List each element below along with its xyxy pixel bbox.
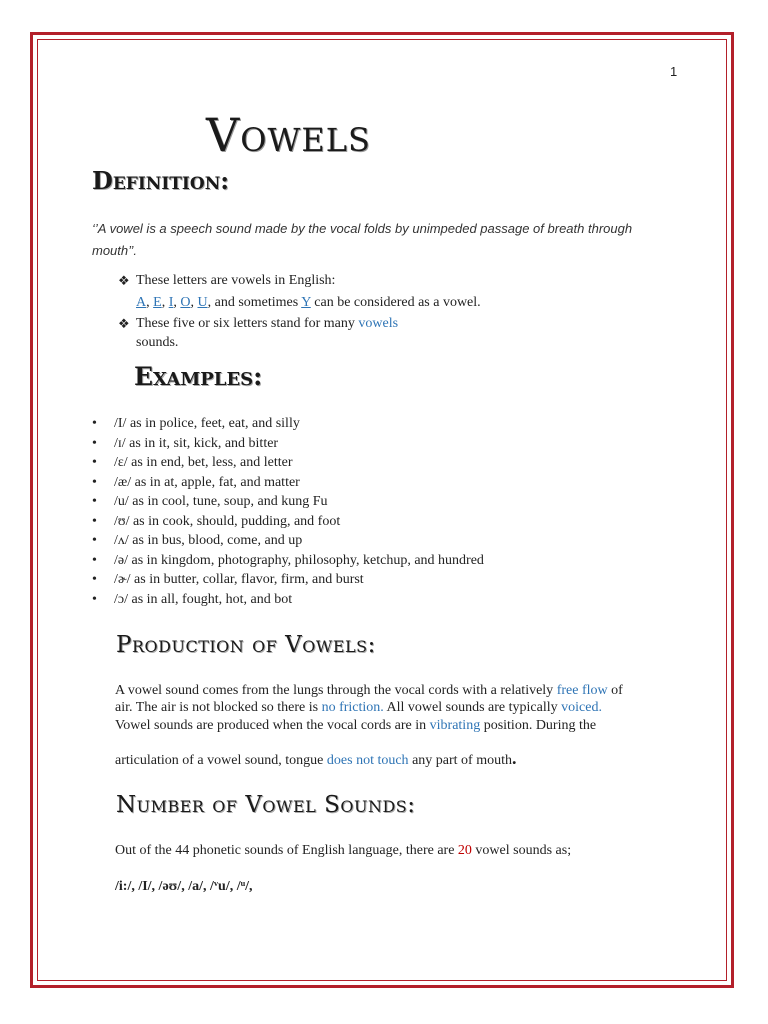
letter-link-u[interactable]: U [197,295,208,310]
bullet-icon: • [92,591,97,607]
vowels-link[interactable]: vowels [358,316,399,331]
examples-heading: Examples: [134,362,263,391]
list-item: • /I/ as in police, feet, eat, and silly [92,414,484,434]
production-line-2: air. The air is not blocked so there is no friction. All vowel sounds are typically voiced. [115,700,602,715]
bullet-icon: • [92,455,97,470]
bullet-icon: • [92,474,97,490]
definition-heading: Definition: [92,166,230,195]
vibrating-link[interactable]: vibrating [429,718,481,733]
bullet-icon: • [92,572,97,587]
number-heading: Number of Vowel Sounds: [116,792,416,818]
free-flow-link[interactable]: free flow [556,683,608,698]
number-line-1: Out of the 44 phonetic sounds of English language, there are 20 vowel sounds as; [115,843,572,858]
diamond-bullet-icon: ❖ [118,273,130,288]
list-item: • /ʌ/ as in bus, blood, come, and up [92,531,484,551]
page-number: 1 [670,64,678,79]
list-item: • /ʊ/ as in cook, should, pudding, and foot [92,512,484,532]
vowel-symbols: /i:/, /I/, /əʊ/, /a/, /ᵛu/, /ᵘ/, [115,879,253,894]
list-item: • /ɛ/ as in end, bet, less, and letter [92,453,484,473]
letter-link-a[interactable]: A [136,295,147,310]
bullet-vowels-line1: These five or six letters stand for many vowels [136,316,399,331]
production-heading: Production of Vowels: [116,632,376,658]
definition-quote: ‘’A vowel is a speech sound made by the vocal folds by unimpeded passage of breath through mouth’’. [92,221,633,258]
no-friction-link[interactable]: no friction. [321,700,384,715]
bullet-icon: • [92,552,97,568]
list-item: • /æ/ as in at, apple, fat, and matter [92,473,484,493]
voiced-link[interactable]: voiced. [561,700,602,715]
list-item: • /ə/ as in kingdom, photography, philosophy, ketchup, and hundred [92,551,484,571]
bullet-icon: • [92,435,97,451]
list-item: • /ɔ/ as in all, fought, hot, and bot [92,590,484,610]
bullet-icon: • [92,513,97,529]
production-line-1: A vowel sound comes from the lungs through the vocal cords with a relatively free flow of [115,683,623,698]
list-item: • /ɪ/ as in it, sit, kick, and bitter [92,434,484,454]
examples-list [92,414,484,609]
list-item: • /ɚ/ as in butter, collar, flavor, firm, and burst [92,570,484,590]
production-line-4: articulation of a vowel sound, tongue does not touch any part of mouth. [115,748,517,768]
list-item: • /u/ as in cool, tune, soup, and kung Fu [92,492,484,512]
letter-link-o[interactable]: O [180,295,191,310]
diamond-bullet-icon: ❖ [118,316,130,331]
bullet-vowels-line2: sounds. [136,335,179,350]
count-highlight: 20 [457,843,472,858]
bullet-letters-line2: A, E, I, O, U, and sometimes Y can be considered as a vowel. [136,295,481,310]
does-not-touch-link[interactable]: does not touch [326,753,409,768]
letter-link-y[interactable]: Y [301,295,311,310]
bullet-icon: • [92,416,97,431]
page-title: Vowels [206,108,371,162]
letter-link-i[interactable]: I [168,295,174,310]
letter-link-e[interactable]: E [153,295,162,310]
bullet-icon: • [92,494,97,509]
bullet-letters-line1: These letters are vowels in English: [136,273,336,288]
bullet-icon: • [92,533,97,548]
production-line-3: Vowel sounds are produced when the vocal cords are in vibrating position. During the [115,718,597,733]
